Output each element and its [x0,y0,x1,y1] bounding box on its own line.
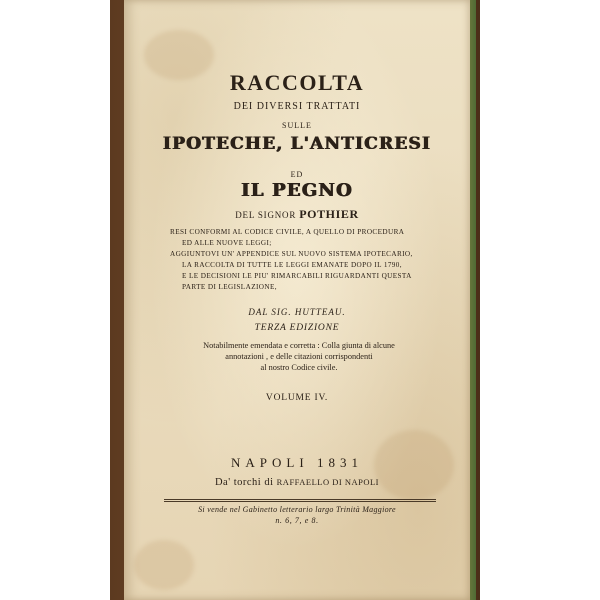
description-line: PARTE DI LEGISLAZIONE, [182,283,277,291]
description-line: RESI CONFORMI AL CODICE CIVILE, A QUELLO DI PROCEDURA [170,228,405,236]
printer-line [124,477,470,488]
printer-prefix: Da' torchi di [214,477,274,488]
conjunction-ed: ED [290,170,304,179]
description-line: LA RACCOLTA DI TUTTE LE LEGGI EMANATE DOPO IL 1790, [182,261,402,269]
paper-stain [134,540,194,590]
book-title: RACCOLTA [229,70,365,95]
edition-note-line: annotazioni , e delle citazioni corrispondenti [225,352,373,361]
edition-note [184,340,414,373]
sale-notice: Si vende nel Gabinetto letterario largo Trinità Maggiore [198,505,396,514]
edition-note-line: Notabilmente emendata e corretta : Colla giunta di alcune [203,341,395,350]
place-and-year: NAPOLI 1831 [231,455,363,470]
description-line: E LE DECISIONI LE PIU' RIMARCABILI RIGUARDANTI QUESTA [182,272,412,280]
edition-label: TERZA EDIZIONE [254,323,340,333]
description-line: AGGIUNTOVI UN' APPENDICE SUL NUOVO SISTEMA IPOTECARIO, [170,250,413,258]
author-line [124,207,470,222]
subject-heading: IPOTECHE, L'ANTICRESI [162,134,432,154]
sale-address: n. 6, 7, e 8. [275,516,319,525]
edition-note-line: al nostro Codice civile. [260,363,338,372]
description-paragraph [170,227,432,293]
subject-heading-2: IL PEGNO [241,180,353,201]
author-prefix: DEL SIGNOR [235,210,297,220]
title-page [124,0,470,600]
preposition-sulle: SULLE [282,121,312,130]
book-subtitle: DEI DIVERSI TRATTATI [233,101,361,112]
volume-number: VOLUME IV. [265,393,329,403]
divider-rule [164,499,436,502]
author-name: POTHIER [299,207,359,221]
printer-name: RAFFAELLO DI NAPOLI [276,477,380,487]
description-line: ED ALLE NUOVE LEGGI; [182,239,272,247]
editor-credit: DAL SIG. HUTTEAU. [248,307,346,317]
